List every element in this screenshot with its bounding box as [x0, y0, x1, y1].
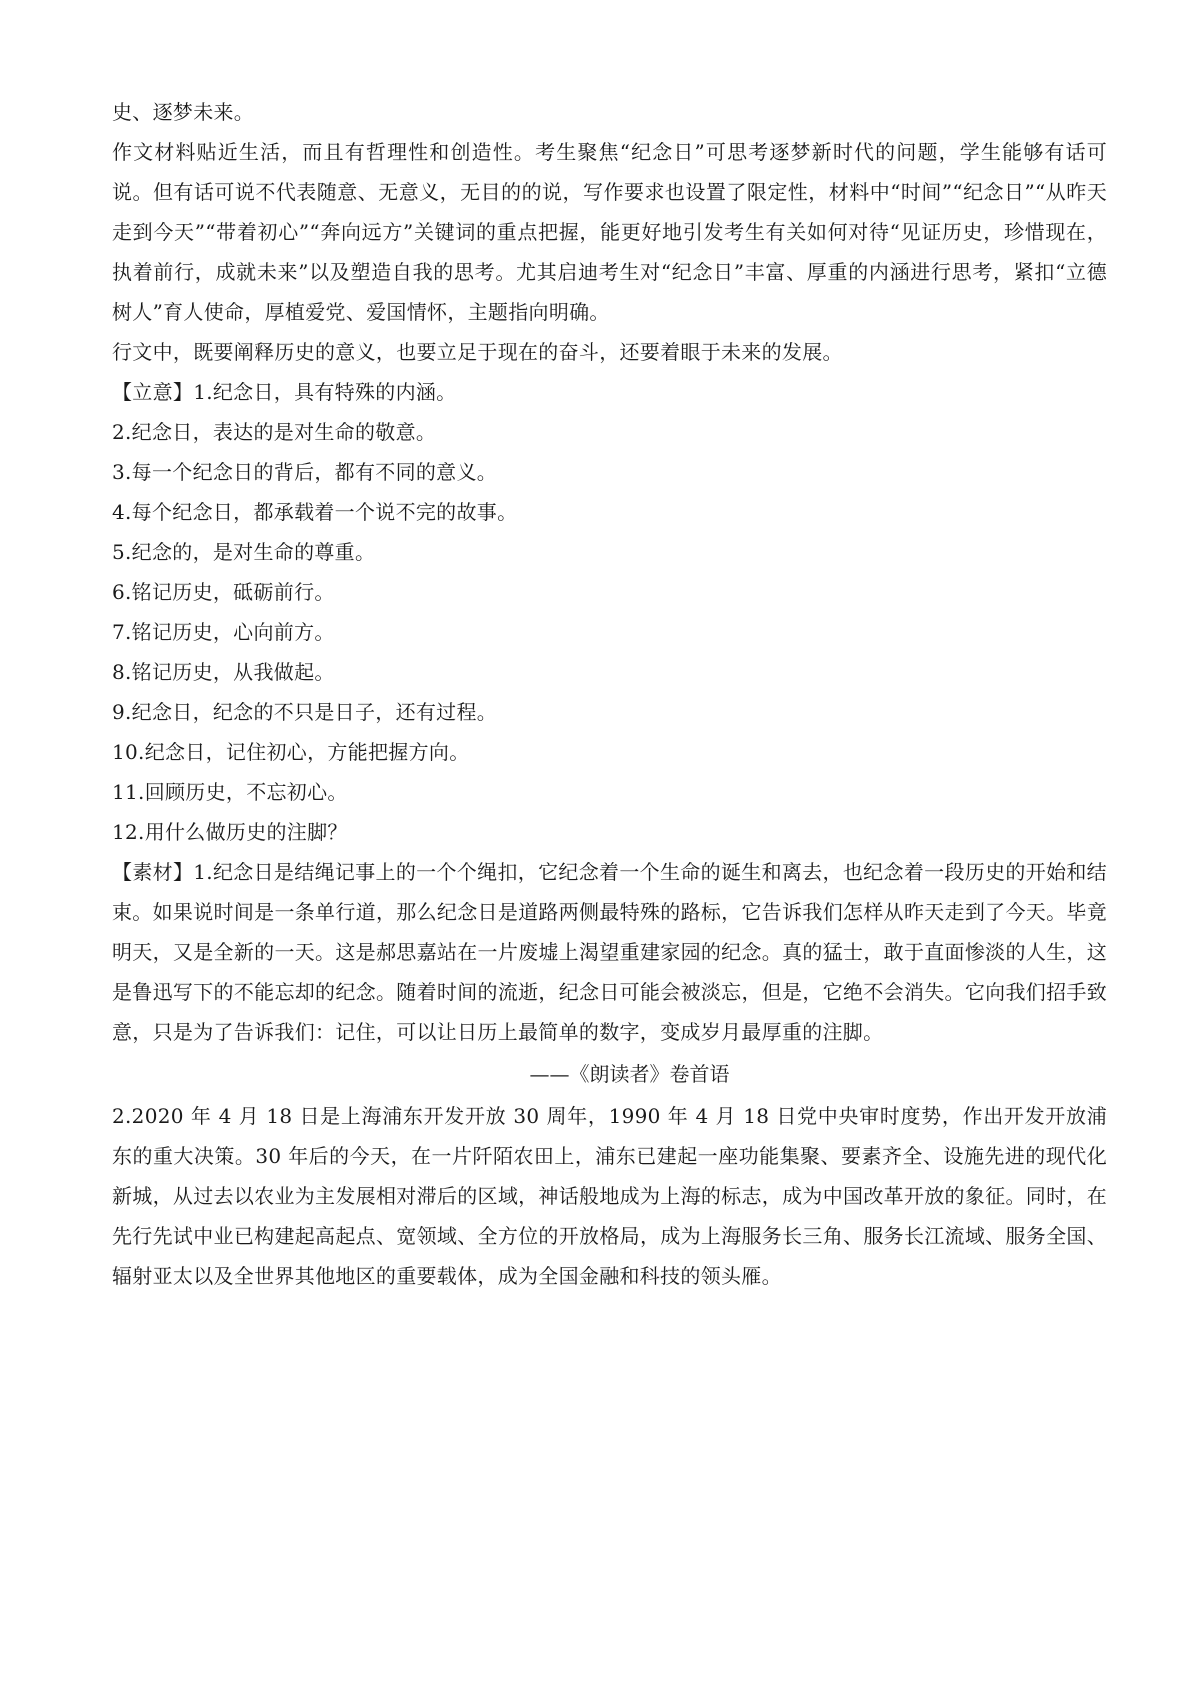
theme-item-3: 3.每一个纪念日的背后，都有不同的意义。 — [112, 460, 498, 484]
theme-item-1: 【立意】1.纪念日，具有特殊的内涵。 — [112, 380, 457, 404]
theme-item-7: 7.铭记历史，心向前方。 — [112, 620, 335, 644]
theme-item-8: 8.铭记历史，从我做起。 — [112, 660, 335, 684]
theme-item-4: 4.每个纪念日，都承载着一个说不完的故事。 — [112, 500, 518, 524]
theme-item-10: 10.纪念日，记住初心，方能把握方向。 — [112, 740, 470, 764]
paragraph-writing-guidance: 行文中，既要阐释历史的意义，也要立足于现在的奋斗，还要着眼于未来的发展。 — [112, 340, 843, 364]
paragraph-continuation: 史、逐梦未来。 — [112, 100, 255, 124]
theme-item-5: 5.纪念的，是对生命的尊重。 — [112, 540, 376, 564]
theme-item-11: 11.回顾历史，不忘初心。 — [112, 780, 348, 804]
theme-item-2: 2.纪念日，表达的是对生命的敬意。 — [112, 420, 437, 444]
theme-item-9: 9.纪念日，纪念的不只是日子，还有过程。 — [112, 700, 498, 724]
material-item-2: 2.2020 年 4 月 18 日是上海浦东开发开放 30 周年，1990 年 4 月 18 日党中央审时度势，作出开发开放浦东的重大决策。30 年后的今天，在一片阡陌农田上，浦东已建起一座功能集聚、要素齐全、设施先进的现代化新城，从过去以农业为主发展相对滞后的区域，神话般地成为上海的标志，成为中国改革开放的象征。同时，在先行先试中业已构建起高起点、宽领域、全方位的开放格局，成为上海服务长三角、服务长江流域、服务全国、辐射亚太以及全世界其他地区的重要载体，成为全国金融和科技的领头雁。 — [112, 1104, 1107, 1288]
material-attribution: ——《朗读者》卷首语 — [529, 1062, 730, 1086]
theme-item-6: 6.铭记历史，砥砺前行。 — [112, 580, 335, 604]
material-item-1: 【素材】1.纪念日是结绳记事上的一个个绳扣，它纪念着一个生命的诞生和离去，也纪念着一段历史的开始和结束。如果说时间是一条单行道，那么纪念日是道路两侧最特殊的路标，它告诉我们怎样从昨天走到了今天。毕竟明天，又是全新的一天。这是郝思嘉站在一片废墟上渴望重建家园的纪念。真的猛士，敢于直面惨淡的人生，这是鲁迅写下的不能忘却的纪念。随着时间的流逝，纪念日可能会被淡忘，但是，它绝不会消失。它向我们招手致意，只是为了告诉我们：记住，可以让日历上最简单的数字，变成岁月最厚重的注脚。 — [112, 860, 1107, 1044]
paragraph-analysis: 作文材料贴近生活，而且有哲理性和创造性。考生聚焦“纪念日”可思考逐梦新时代的问题，学生能够有话可说。但有话可说不代表随意、无意义，无目的的说，写作要求也设置了限定性，材料中“时间”“纪念日”“从昨天走到今天”“带着初心”“奔向远方”关键词的重点把握，能更好地引发考生有关如何对待“见证历史，珍惜现在，执着前行，成就未来”以及塑造自我的思考。尤其启迪考生对“纪念日”丰富、厚重的内涵进行思考，紧扣“立德树人”育人使命，厚植爱党、爱国情怀，主题指向明确。 — [112, 140, 1107, 324]
document-body — [112, 92, 1107, 1296]
theme-item-12: 12.用什么做历史的注脚？ — [112, 820, 348, 844]
